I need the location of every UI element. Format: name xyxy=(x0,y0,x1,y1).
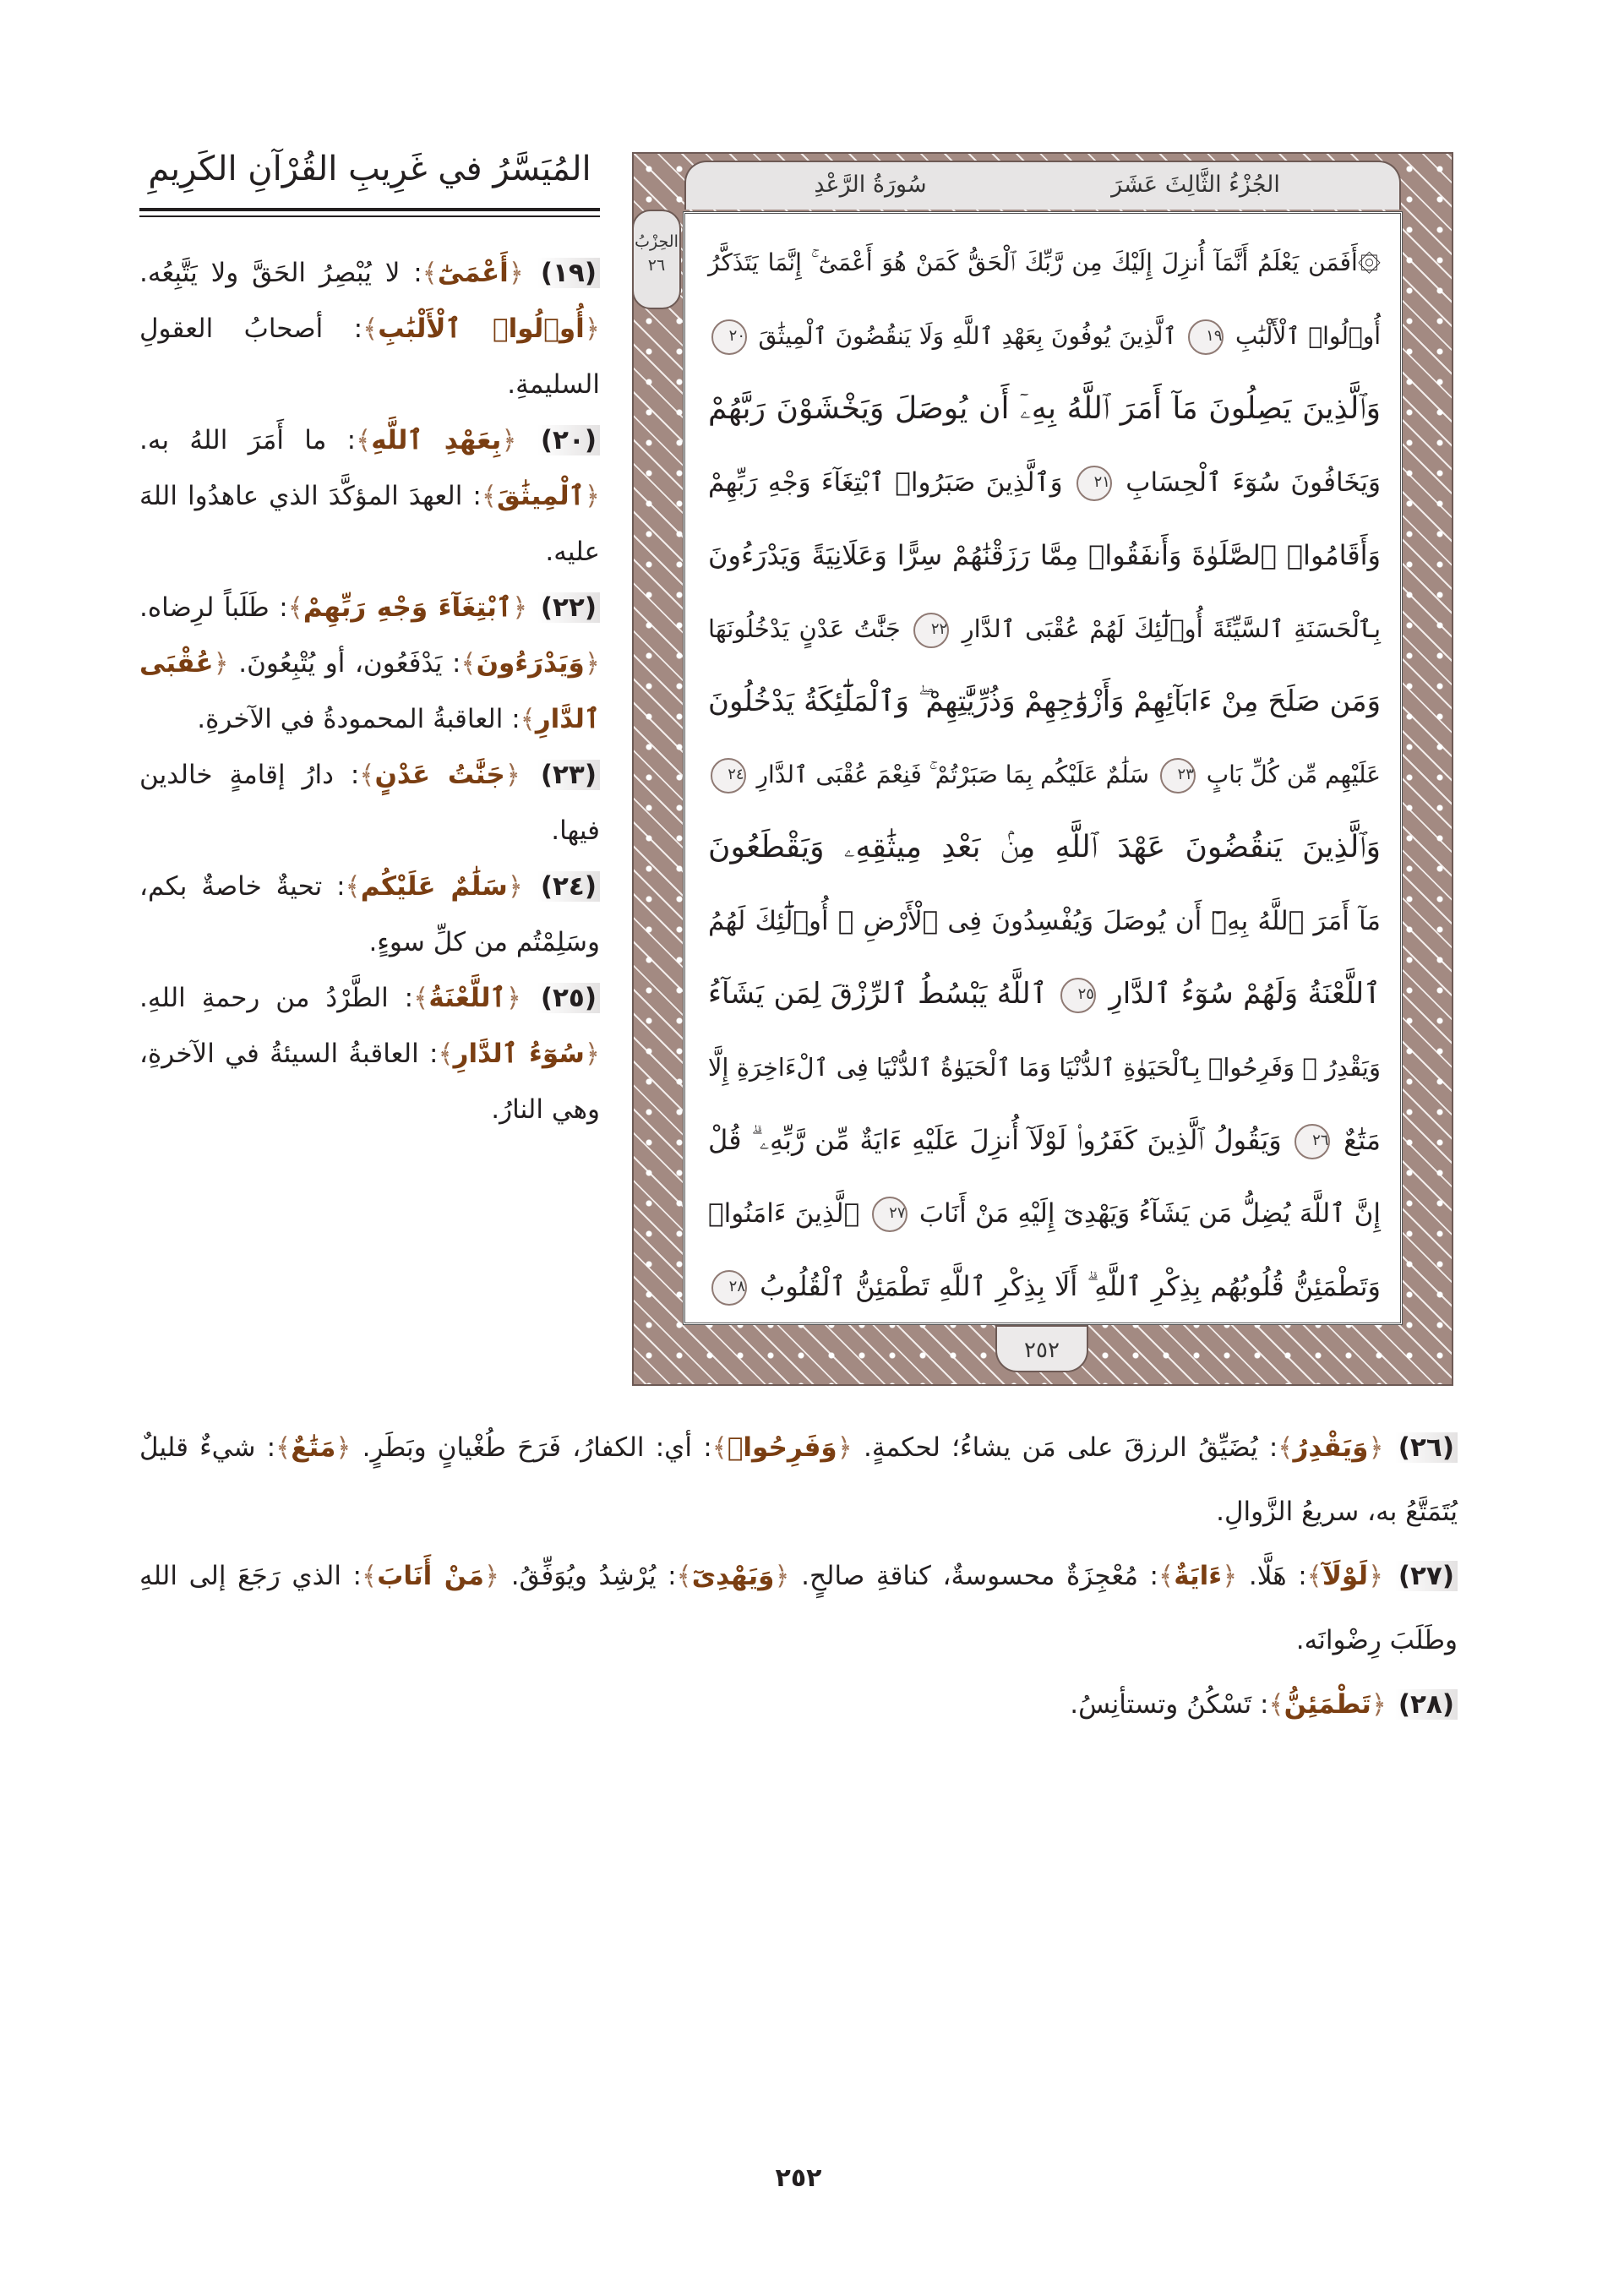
book-title: المُيَسَّرُ في غَرِيبِ القُرْآنِ الكَرِيمِ xyxy=(148,150,591,188)
ayah-number-marker: ٢٧ xyxy=(872,1197,908,1232)
bracket-close-icon: ﴾ xyxy=(275,1432,292,1463)
quran-line xyxy=(708,1104,1381,1177)
verse-text: وَٱلَّذِينَ يَصِلُونَ مَآ أَمَرَ ٱللَّهُ بِهِۦٓ أَن يُوصَلَ وَيَخْشَوْنَ رَبَّهُمْ xyxy=(708,391,1381,426)
term-text: ءَايَةٌ xyxy=(1174,1561,1223,1591)
definition-text: : أصحابُ العقولِ السليمةِ. xyxy=(139,314,600,400)
page-number: ٢٥٢ xyxy=(775,2163,822,2193)
quran-line xyxy=(708,665,1381,739)
verse-text: وَيَقُولُ ٱلَّذِينَ كَفَرُوا۟ لَوْلَآ أُنزِلَ عَلَيْهِ ءَايَةٌ مِّن رَّبِّهِۦ ۗ قُلْ xyxy=(708,1124,1282,1156)
hizb-marker xyxy=(632,210,681,309)
quran-line xyxy=(708,592,1381,666)
ayah-number-marker: ٢٤ xyxy=(711,758,746,794)
bracket-close-icon: ﴾ xyxy=(461,648,477,679)
commentary-entry xyxy=(139,747,600,859)
definition-text: : الطَّرْدُ من رحمةِ اللهِ. xyxy=(139,983,414,1013)
verse-number: (٢٨) xyxy=(1395,1689,1458,1720)
term-text: مَتَٰعٌ xyxy=(291,1432,336,1463)
bracket-open-icon: ﴿ xyxy=(584,1039,600,1069)
bracket-close-icon: ﴾ xyxy=(356,425,372,455)
verse-number: (٢٧) xyxy=(1395,1561,1458,1591)
bracket-close-icon: ﴾ xyxy=(362,1561,378,1591)
glossed-term xyxy=(712,1432,853,1463)
verse-text: وَتَطْمَئِنُّ قُلُوبُهُم بِذِكْرِ ٱللَّهِ ۗ أَلَا بِذِكْرِ ٱللَّهِ تَطْمَئِنُّ ٱلْقُلُوبُ xyxy=(760,1270,1382,1302)
bracket-close-icon: ﴾ xyxy=(520,704,536,734)
glossed-term xyxy=(422,258,524,288)
quran-line xyxy=(708,739,1381,812)
ayah-number-marker: ٢٥ xyxy=(1060,978,1096,1013)
ayah-number-marker: ٢٠ xyxy=(711,319,747,355)
quran-line xyxy=(708,811,1381,885)
quran-line xyxy=(708,885,1381,958)
title-divider-thin xyxy=(139,215,600,217)
bracket-close-icon: ﴾ xyxy=(1278,1432,1294,1463)
verse-number: (٢٢) xyxy=(537,592,600,623)
bracket-open-icon: ﴿ xyxy=(483,1561,500,1591)
verse-text: وَٱلَّذِينَ صَبَرُوا۟ ٱبْتِغَآءَ وَجْهِ رَبِّهِمْ xyxy=(708,466,1063,498)
definition-text: : تحيةٌ خاصةٌ بكم، وسَلِمْتُم من كلِّ سوءٍ. xyxy=(139,871,600,957)
ayah-number-marker: ١٩ xyxy=(1188,319,1224,355)
definition-text: : شيءٌ قليلٌ يُتَمَتَّعُ به، سريعُ الزَّوالِ. xyxy=(139,1432,1458,1527)
glossed-term xyxy=(482,481,600,511)
glossed-term xyxy=(413,983,521,1013)
term-text: عُقْبَى ٱلدَّارِ xyxy=(139,648,600,734)
commentary-entry xyxy=(139,859,600,970)
bracket-open-icon: ﴿ xyxy=(508,258,524,288)
bracket-open-icon: ﴿ xyxy=(584,481,600,511)
surah-label: سُورَةُ الرَّعْدِ xyxy=(814,172,927,198)
bracket-close-icon: ﴾ xyxy=(362,314,379,344)
bracket-close-icon: ﴾ xyxy=(481,481,497,511)
verse-text: أُو۟لُوا۟ ٱلْأَلْبَٰبِ xyxy=(1235,321,1382,350)
glossed-term xyxy=(346,871,523,902)
glossed-term xyxy=(461,648,600,679)
bracket-open-icon: ﴿ xyxy=(1371,1689,1387,1720)
definition-text: : طَلَباً لرِضاه. xyxy=(139,592,288,623)
bracket-close-icon: ﴾ xyxy=(413,983,429,1013)
definition-text: : تَسْكُنُ وتستأنِسُ. xyxy=(1070,1689,1269,1720)
bracket-open-icon: ﴿ xyxy=(1222,1561,1238,1591)
bracket-open-icon: ﴿ xyxy=(507,871,523,902)
definition-text: : العاقبةُ السيئةُ في الآخرةِ، وهي النارُ. xyxy=(139,1039,600,1125)
commentary-entry xyxy=(139,970,600,1137)
term-text: أَعْمَىٰٓ xyxy=(437,258,509,288)
verse-text: وَٱلَّذِينَ يَنقُضُونَ عَهْدَ ٱللَّهِ مِنۢ بَعْدِ مِيثَٰقِهِۦ وَيَقْطَعُونَ xyxy=(708,830,1381,864)
verse-text: بِٱلْحَسَنَةِ ٱلسَّيِّئَةَ أُو۟لَٰٓئِكَ لَهُمْ عُقْبَى ٱلدَّارِ xyxy=(962,614,1382,643)
hizb-label: الحِزْبُ xyxy=(635,232,679,251)
bracket-open-icon: ﴿ xyxy=(584,648,600,679)
term-text: جَنَّٰتُ عَدْنٍ xyxy=(374,760,505,790)
verse-number: (٢٤) xyxy=(537,871,600,902)
term-text: تَطْمَئِنُّ xyxy=(1284,1689,1371,1720)
hizb-number: ٢٦ xyxy=(647,256,666,275)
frame-page-number: ٢٥٢ xyxy=(995,1325,1088,1372)
definition-text: : أي: الكفارُ، فَرَحَ طُغْيانٍ وبَطَرٍ. xyxy=(351,1432,712,1463)
definition-text: : العاقبةُ المحمودةُ في الآخرةِ. xyxy=(197,704,521,734)
term-text: أُو۟لُوا۟ ٱلْأَلْبَٰبِ xyxy=(378,314,585,344)
verse-number: (٢٥) xyxy=(537,983,600,1013)
glossed-term xyxy=(359,760,521,790)
ayah-number-marker: ٢٢ xyxy=(913,613,949,648)
bracket-close-icon: ﴾ xyxy=(422,258,438,288)
bracket-close-icon: ﴾ xyxy=(1268,1689,1284,1720)
term-text: وَفَرِحُوا۟ xyxy=(727,1432,837,1463)
term-text: ٱبْتِغَآءَ وَجْهِ رَبِّهِمْ xyxy=(303,592,513,623)
verse-text: ٱللَّهُ يَبْسُطُ ٱلرِّزْقَ لِمَن يَشَآءُ xyxy=(708,977,1048,1011)
commentary-entry xyxy=(139,1544,1458,1672)
term-text: ٱلْمِيثَٰقَ xyxy=(496,481,585,511)
term-text: مَنْ أَنَابَ xyxy=(377,1561,484,1591)
verse-number: (١٩) xyxy=(537,258,600,288)
verse-number: (٢٣) xyxy=(537,760,600,790)
definition-text: : العهدَ المؤكَّدَ الذي عاهدُوا اللهَ عليه. xyxy=(139,481,600,567)
commentary-entry xyxy=(139,245,600,412)
verse-text: ٱلَّذِينَ يُوفُونَ بِعَهْدِ ٱللَّهِ وَلَا يَنقُضُونَ ٱلْمِيثَٰقَ xyxy=(758,321,1177,350)
bracket-close-icon: ﴾ xyxy=(711,1432,728,1463)
glossed-term xyxy=(288,592,527,623)
glossed-term xyxy=(362,314,600,344)
verse-text: ٱلَّذِينَ ءَامَنُوا۟ xyxy=(708,1197,860,1229)
term-text: ٱللَّعْنَةُ xyxy=(428,983,506,1013)
quran-line xyxy=(708,1031,1381,1104)
bottom-commentary xyxy=(139,1415,1458,1737)
bracket-close-icon: ﴾ xyxy=(1158,1561,1175,1591)
definition-text: : الذي رَجَعَ إلى اللهِ وطَلَبَ رِضْوانَه. xyxy=(139,1561,1458,1655)
verse-text: ٱللَّعْنَةُ وَلَهُمْ سُوٓءُ ٱلدَّارِ xyxy=(1109,977,1381,1011)
term-text: بِعَهْدِ ٱللَّهِ xyxy=(371,425,502,455)
verse-text: إِنَّ ٱللَّهَ يُضِلُّ مَن يَشَآءُ وَيَهْدِىٓ إِلَيْهِ مَنْ أَنَابَ xyxy=(918,1197,1382,1229)
commentary-entry xyxy=(139,580,600,747)
bracket-open-icon: ﴿ xyxy=(213,648,229,679)
definition-text: : يُرْشِدُ ويُوَفِّقُ. xyxy=(499,1561,677,1591)
bracket-close-icon: ﴾ xyxy=(287,592,303,623)
term-text: سُوٓءُ ٱلدَّارِ xyxy=(453,1039,585,1069)
quran-line xyxy=(708,1177,1381,1251)
glossed-term xyxy=(1268,1689,1387,1720)
commentary-entry xyxy=(139,412,600,580)
term-text: سَلَٰمٌ عَلَيْكُم xyxy=(360,871,508,902)
quran-line xyxy=(708,226,1381,300)
verse-text: ۞أَفَمَن يَعْلَمُ أَنَّمَآ أُنزِلَ إِلَيْكَ مِن رَّبِّكَ ٱلْحَقُّ كَمَنْ هُوَ أَعْمَىٰٓ ۚ إِنَّمَا يَتَذَكَّرُ xyxy=(708,248,1381,276)
commentary-entry xyxy=(139,1415,1458,1544)
bracket-open-icon: ﴿ xyxy=(501,425,517,455)
verse-text: جَنَّٰتُ عَدْنٍ يَدْخُلُونَهَا xyxy=(708,614,901,643)
glossed-term xyxy=(362,1561,499,1591)
definition-text: : مُعْجِزَةٌ محسوسةٌ، كناقةِ صالحٍ. xyxy=(789,1561,1159,1591)
term-text: وَيَهْدِىٓ xyxy=(691,1561,775,1591)
side-commentary xyxy=(139,245,600,1137)
term-text: لَوْلَآ xyxy=(1322,1561,1369,1591)
glossed-term xyxy=(677,1561,790,1591)
definition-text: : دارُ إقامةٍ خالدين فيها. xyxy=(139,760,600,846)
bracket-close-icon: ﴾ xyxy=(438,1039,454,1069)
title-divider xyxy=(139,208,600,211)
verse-text: مَتَٰعٌ xyxy=(1344,1124,1381,1156)
verse-number: (٢٦) xyxy=(1395,1432,1458,1463)
bracket-open-icon: ﴿ xyxy=(505,983,521,1013)
bracket-open-icon: ﴿ xyxy=(837,1432,853,1463)
bracket-open-icon: ﴿ xyxy=(774,1561,790,1591)
ayah-number-marker: ٢٨ xyxy=(711,1270,747,1306)
quran-line xyxy=(708,373,1381,446)
definition-text: : هَلَّا. xyxy=(1237,1561,1307,1591)
bracket-open-icon: ﴿ xyxy=(584,314,600,344)
quran-line xyxy=(708,519,1381,592)
definition-text: : لا يُبْصِرُ الحَقَّ ولا يَتَّبِعُه. xyxy=(139,258,422,288)
glossed-term xyxy=(1278,1432,1383,1463)
definition-text: : يَدْفَعُون، أو يُتْبِعُونَ. xyxy=(228,648,461,679)
juz-label: الجُزْءُ الثَّالِثَ عَشَرَ xyxy=(1111,172,1280,198)
quran-line xyxy=(708,446,1381,520)
quran-verses xyxy=(708,226,1381,1323)
ayah-number-marker: ٢١ xyxy=(1076,466,1112,501)
bracket-open-icon: ﴿ xyxy=(1368,1432,1384,1463)
verse-text: سَلَٰمٌ عَلَيْكُم بِمَا صَبَرْتُمْ ۚ فَنِعْمَ عُقْبَى ٱلدَّارِ xyxy=(756,760,1149,788)
verse-text: عَلَيْهِم مِّن كُلِّ بَابٍ xyxy=(1206,760,1381,788)
verse-text: وَأَقَامُوا۟ ٱلصَّلَوٰةَ وَأَنفَقُوا۟ مِمَّا رَزَقْنَٰهُمْ سِرًّا وَعَلَانِيَةً وَيَدْرَءُونَ xyxy=(708,539,1381,571)
glossed-term xyxy=(356,425,516,455)
bracket-close-icon: ﴾ xyxy=(1306,1561,1322,1591)
term-text: وَيَدْرَءُونَ xyxy=(476,648,585,679)
quran-line xyxy=(708,1250,1381,1323)
verse-text: وَيَقْدِرُ ۚ وَفَرِحُوا۟ بِٱلْحَيَوٰةِ ٱلدُّنْيَا وَمَا ٱلْحَيَوٰةُ ٱلدُّنْيَا فِى ٱلْءَاخِرَةِ إِلَّا xyxy=(707,1052,1381,1082)
commentary-entry xyxy=(139,1672,1458,1737)
verse-text: وَمَن صَلَحَ مِنْ ءَابَآئِهِمْ وَأَزْوَٰجِهِمْ وَذُرِّيَّٰتِهِمْ ۖ وَٱلْمَلَٰٓئِكَةُ يَدْخُلُونَ xyxy=(708,684,1381,718)
bracket-close-icon: ﴾ xyxy=(676,1561,692,1591)
ayah-number-marker: ٢٣ xyxy=(1160,758,1196,794)
quran-line xyxy=(708,957,1381,1031)
verse-text: مَآ أَمَرَ ٱللَّهُ بِهِۦٓ أَن يُوصَلَ وَيُفْسِدُونَ فِى ٱلْأَرْضِ ۙ أُو۟لَٰٓئِكَ لَهُمُ xyxy=(708,905,1381,936)
definition-text: : ما أَمَرَ اللهُ به. xyxy=(139,425,357,455)
term-text: وَيَقْدِرُ xyxy=(1293,1432,1369,1463)
bracket-open-icon: ﴿ xyxy=(335,1432,352,1463)
bracket-open-icon: ﴿ xyxy=(504,760,521,790)
bracket-close-icon: ﴾ xyxy=(359,760,375,790)
bracket-open-icon: ﴿ xyxy=(1368,1561,1384,1591)
definition-text: : يُضَيِّقُ الرزقَ على مَن يشاءُ؛ لحكمةٍ. xyxy=(852,1432,1278,1463)
glossed-term xyxy=(1307,1561,1384,1591)
bracket-close-icon: ﴾ xyxy=(345,871,361,902)
glossed-term xyxy=(438,1039,600,1069)
verse-text: وَيَخَافُونَ سُوٓءَ ٱلْحِسَابِ xyxy=(1126,466,1382,498)
glossed-term xyxy=(275,1432,351,1463)
ayah-number-marker: ٢٦ xyxy=(1294,1124,1330,1159)
bracket-open-icon: ﴿ xyxy=(512,592,528,623)
quran-line xyxy=(708,300,1381,374)
verse-number: (٢٠) xyxy=(537,425,600,455)
glossed-term xyxy=(1158,1561,1237,1591)
